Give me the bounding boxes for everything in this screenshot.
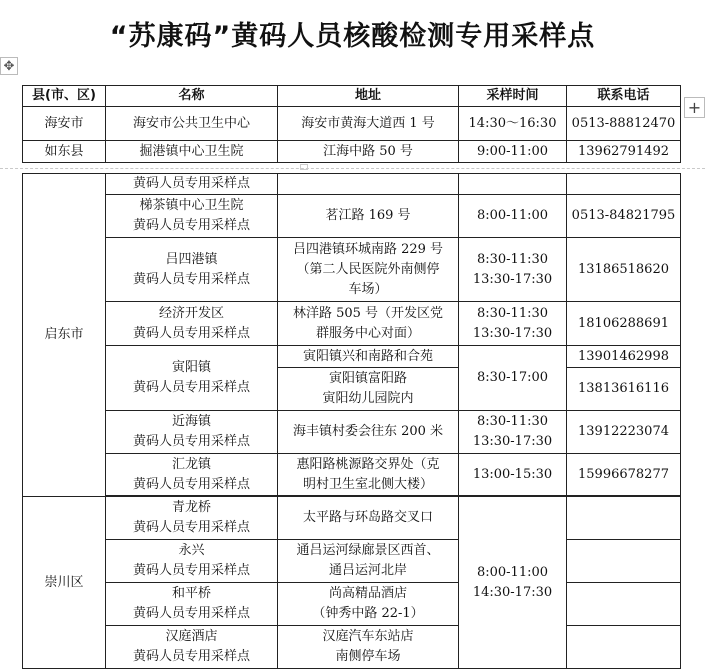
- cell-name: 掘港镇中心卫生院: [106, 141, 278, 163]
- table-row: [23, 497, 681, 540]
- table-row: [23, 174, 681, 195]
- cell-address: 海丰镇村委会往东 200 米: [278, 411, 459, 454]
- table-row: [23, 302, 681, 346]
- cell-phone: [567, 540, 681, 583]
- cell-county: 启东市: [23, 174, 106, 497]
- cell-name: 海安市公共卫生中心: [106, 107, 278, 141]
- table-row: [23, 411, 681, 454]
- cell-phone: 18106288691: [567, 302, 681, 346]
- cell-time: 9:00-11:00: [459, 141, 567, 163]
- table-row: [23, 107, 681, 141]
- cell-address: 吕四港镇环城南路 229 号 （第二人民医院外南侧停 车场）: [278, 238, 459, 302]
- cell-name: 汇龙镇 黄码人员专用采样点: [106, 454, 278, 496]
- cell-address: 寅阳镇富阳路 寅阳幼儿园院内: [278, 368, 459, 411]
- cell-address: 茗江路 169 号: [278, 195, 459, 238]
- table-row: [23, 540, 681, 583]
- header-time: 采样时间: [459, 86, 567, 107]
- header-row: [23, 86, 681, 107]
- cell-time: 8:30-11:30 13:30-17:30: [459, 411, 567, 454]
- cell-name: 梯茶镇中心卫生院 黄码人员专用采样点: [106, 195, 278, 238]
- table-bottom: [22, 173, 681, 669]
- cell-name: 汉庭酒店 黄码人员专用采样点: [106, 626, 278, 669]
- cell-phone: [567, 174, 681, 195]
- cell-name: 黄码人员专用采样点: [106, 174, 278, 195]
- cell-name: 青龙桥 黄码人员专用采样点: [106, 497, 278, 540]
- table-move-handle-icon[interactable]: ✥: [0, 57, 18, 75]
- row-resize-handle[interactable]: [300, 164, 308, 170]
- table-row: [23, 583, 681, 626]
- cell-address: 通吕运河绿廊景区西首、 通吕运河北岸: [278, 540, 459, 583]
- cell-phone: 0513-84821795: [567, 195, 681, 238]
- cell-time: 13:00-15:30: [459, 454, 567, 496]
- cell-name: 和平桥 黄码人员专用采样点: [106, 583, 278, 626]
- cell-address: 林洋路 505 号（开发区党 群服务中心对面）: [278, 302, 459, 346]
- cell-phone: 13186518620: [567, 238, 681, 302]
- page-break: [0, 168, 705, 169]
- table-row: [23, 626, 681, 669]
- cell-name: 经济开发区 黄码人员专用采样点: [106, 302, 278, 346]
- table-row: [23, 454, 681, 496]
- cell-time: 8:00-11:00: [459, 195, 567, 238]
- cell-phone: 13912223074: [567, 411, 681, 454]
- cell-address: 太平路与环岛路交叉口: [278, 497, 459, 540]
- cell-address: [278, 174, 459, 195]
- cell-address: 江海中路 50 号: [278, 141, 459, 163]
- cell-address: 寅阳镇兴和南路和合苑: [278, 346, 459, 368]
- cell-county: 如东县: [23, 141, 106, 163]
- cell-time: 8:30-11:30 13:30-17:30: [459, 238, 567, 302]
- table-top: [22, 85, 681, 163]
- cell-phone: 15996678277: [567, 454, 681, 496]
- table-row: [23, 195, 681, 238]
- cell-county: 崇川区: [23, 497, 106, 669]
- cell-name: 寅阳镇 黄码人员专用采样点: [106, 346, 278, 411]
- table-row: [23, 238, 681, 302]
- cell-phone: 13962791492: [567, 141, 681, 163]
- cell-address: 惠阳路桃源路交界处（克 明村卫生室北侧大楼）: [278, 454, 459, 496]
- cell-address: 尚高精品酒店 （钟秀中路 22-1）: [278, 583, 459, 626]
- header-phone: 联系电话: [567, 86, 681, 107]
- header-county: 县(市、区): [23, 86, 106, 107]
- cell-phone: [567, 497, 681, 540]
- cell-address: 汉庭汽车东站店 南侧停车场: [278, 626, 459, 669]
- cell-county: 海安市: [23, 107, 106, 141]
- cell-phone: [567, 583, 681, 626]
- cell-name: 吕四港镇 黄码人员专用采样点: [106, 238, 278, 302]
- header-address: 地址: [278, 86, 459, 107]
- cell-time: 8:30-17:00: [459, 346, 567, 411]
- cell-phone: [567, 626, 681, 669]
- cell-time: 14:30～16:30: [459, 107, 567, 141]
- cell-phone: 0513-88812470: [567, 107, 681, 141]
- cell-time: 8:00-11:00 14:30-17:30: [459, 497, 567, 669]
- cell-phone: 13813616116: [567, 368, 681, 411]
- page-title: “苏康码”黄码人员核酸检测专用采样点: [109, 21, 596, 52]
- add-column-icon[interactable]: +: [684, 97, 705, 118]
- header-name: 名称: [106, 86, 278, 107]
- cell-phone: 13901462998: [567, 346, 681, 368]
- cell-time: 8:30-11:30 13:30-17:30: [459, 302, 567, 346]
- cell-address: 海安市黄海大道西 1 号: [278, 107, 459, 141]
- cell-time: [459, 174, 567, 195]
- table-row: [23, 141, 681, 163]
- table-row: [23, 346, 681, 368]
- cell-name: 近海镇 黄码人员专用采样点: [106, 411, 278, 454]
- cell-name: 永兴 黄码人员专用采样点: [106, 540, 278, 583]
